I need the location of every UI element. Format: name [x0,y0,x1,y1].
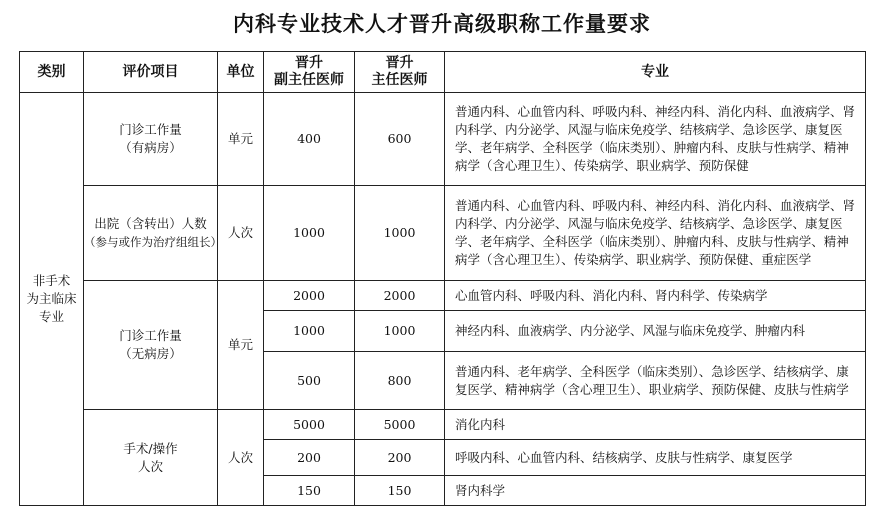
unit-cell: 人次 [218,410,264,506]
item-line1: 出院（含转出）人数 [94,216,207,231]
item-line2: （参与或作为治疗组组长） [84,235,222,249]
vice-value: 400 [264,93,355,186]
chief-value: 1000 [355,311,445,352]
category-cell [20,93,84,506]
category-line3: 专业 [38,309,64,324]
specialty-cell: 普通内科、老年病学、全科医学（临床类别）、急诊医学、结核病学、康复医学、精神病学（含心理卫生）、职业病学、预防保健、皮肤与性病学 [445,352,866,410]
item-line1: 门诊工作量 [119,328,182,343]
chief-value: 5000 [355,410,445,440]
specialty-cell: 普通内科、心血管内科、呼吸内科、神经内科、消化内科、血液病学、肾内科学、内分泌学、风湿与临床免疫学、结核病学、急诊医学、康复医学、老年病学、全科医学（临床类别）、肿瘤内科、皮肤与性病学、精神病学（含心理卫生）、传染病学、职业病学、预防保健 [445,93,866,186]
unit-cell: 单元 [218,93,264,186]
chief-value: 150 [355,476,445,506]
chief-value: 800 [355,352,445,410]
header-chief-line1: 晋升 [385,55,414,71]
unit-cell: 人次 [218,186,264,281]
specialty-cell: 消化内科 [445,410,866,440]
workload-table [19,51,866,506]
item-line1: 手术/操作 [123,440,178,456]
table-row [20,93,866,186]
specialty-cell: 普通内科、心血管内科、呼吸内科、神经内科、消化内科、血液病学、肾内科学、内分泌学、风湿与临床免疫学、结核病学、急诊医学、康复医学、老年病学、全科医学（临床类别）、肿瘤内科、皮肤与性病学、精神病学（含心理卫生）、传染病学、职业病学、预防保健、重症医学 [445,186,866,281]
table-row [20,281,866,311]
item-line2: （无病房） [119,346,182,361]
document-title: 内科专业技术人才晋升高级职称工作量要求 [233,11,651,36]
header-item: 评价项目 [84,52,218,93]
item-cell [84,410,218,506]
specialty-cell: 心血管内科、呼吸内科、消化内科、肾内科学、传染病学 [445,281,866,311]
item-cell [84,281,218,410]
header-unit: 单位 [218,52,264,93]
unit-cell: 单元 [218,281,264,410]
header-vice-line2: 副主任医师 [274,72,344,88]
item-cell [84,186,222,281]
specialty-cell: 肾内科学 [445,476,866,506]
header-chief-line2: 主任医师 [371,72,428,88]
category-line1: 非手术 [32,273,71,288]
header-specialty: 专业 [445,52,866,93]
vice-value: 1000 [264,186,355,281]
vice-value: 200 [264,440,355,476]
vice-value: 2000 [264,281,355,311]
header-vice [264,52,355,93]
header-chief [355,52,445,93]
item-line1: 门诊工作量 [119,122,182,137]
chief-value: 1000 [355,186,445,281]
header-row [20,52,866,93]
specialty-cell: 神经内科、血液病学、内分泌学、风湿与临床免疫学、肿瘤内科 [445,311,866,352]
specialty-cell: 呼吸内科、心血管内科、结核病学、皮肤与性病学、康复医学 [445,440,866,476]
vice-value: 500 [264,352,355,410]
item-line2: 人次 [137,458,163,474]
category-line2: 为主临床 [26,291,77,306]
header-vice-line1: 晋升 [295,55,323,71]
vice-value: 5000 [264,410,355,440]
item-line2: （有病房） [119,140,182,155]
header-category: 类别 [20,52,84,93]
vice-value: 1000 [264,311,355,352]
table-row [20,186,866,281]
table-row [20,410,866,440]
item-cell [84,93,218,186]
vice-value: 150 [264,476,355,506]
chief-value: 200 [355,440,445,476]
chief-value: 600 [355,93,445,186]
chief-value: 2000 [355,281,445,311]
